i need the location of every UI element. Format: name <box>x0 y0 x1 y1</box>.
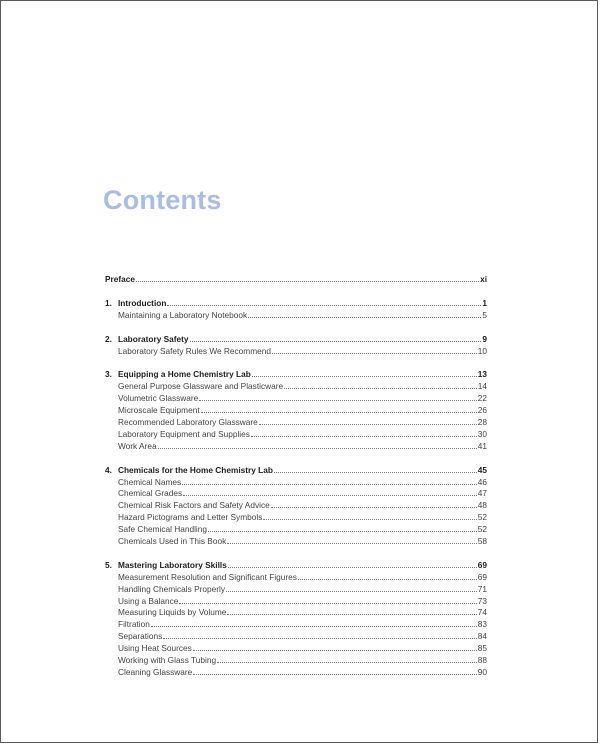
toc-entry-page: xi <box>480 274 487 284</box>
toc-chapter-entry[interactable] <box>105 297 487 309</box>
dot-leader <box>193 642 477 651</box>
dot-leader <box>182 476 477 485</box>
toc-section-page: 74 <box>477 607 487 618</box>
toc-chapter <box>105 333 487 357</box>
toc-chapter <box>105 368 487 451</box>
toc-chapter <box>105 559 487 678</box>
toc-section-title: Separations <box>118 631 163 642</box>
toc-section-page: 28 <box>477 417 487 428</box>
toc-section-page: 69 <box>477 571 487 582</box>
toc-section-title: Chemical Names <box>118 476 182 487</box>
dot-leader <box>284 380 477 389</box>
toc-section-page: 88 <box>477 655 487 666</box>
dot-leader <box>227 535 477 544</box>
page-title: Contents <box>103 185 222 215</box>
toc-section-page: 83 <box>477 619 487 630</box>
toc-section-title: Work Area <box>118 440 157 451</box>
toc-section-title: General Purpose Glassware and Plasticware <box>118 381 284 392</box>
toc-section-entry[interactable] <box>105 309 487 321</box>
dot-leader <box>163 630 476 639</box>
dot-leader <box>208 523 477 532</box>
toc-section-entry[interactable] <box>105 606 487 618</box>
toc-section-entry[interactable] <box>105 416 487 428</box>
toc-section-entry[interactable] <box>105 345 487 357</box>
dot-leader <box>226 583 477 592</box>
toc-chapter-title: Laboratory Safety <box>118 333 189 344</box>
toc-section-title: Chemicals Used in This Book <box>118 536 227 547</box>
toc-section-title: Volumetric Glassware <box>118 393 199 404</box>
toc-chapter-title: Chemicals for the Home Chemistry Lab <box>118 464 273 475</box>
toc-chapter <box>105 297 487 321</box>
toc-chapter-title: Mastering Laboratory Skills <box>118 559 227 570</box>
toc-chapter-page: 45 <box>477 464 487 475</box>
toc-chapter-entry[interactable] <box>105 464 487 476</box>
dot-leader <box>252 368 477 377</box>
toc-chapter <box>105 464 487 547</box>
toc-section-title: Safe Chemical Handling <box>118 524 208 535</box>
toc-chapter-number: 2. <box>105 333 112 344</box>
toc-section-title: Measurement Resolution and Significant Figures <box>118 571 297 582</box>
toc-section-page: 71 <box>477 583 487 594</box>
toc-section-page: 85 <box>477 643 487 654</box>
toc-section-page: 48 <box>477 500 487 511</box>
toc-section-entry[interactable] <box>105 535 487 547</box>
toc-section-entry[interactable] <box>105 654 487 666</box>
dot-leader <box>193 666 477 675</box>
toc-section-title: Laboratory Equipment and Supplies <box>118 428 250 439</box>
toc-chapter-page: 1 <box>482 297 487 308</box>
toc-chapter-title: Introduction <box>118 297 167 308</box>
dot-leader <box>158 440 477 449</box>
toc-section-entry[interactable] <box>105 440 487 452</box>
dot-leader <box>263 511 476 520</box>
toc-section-entry[interactable] <box>105 618 487 630</box>
toc-section-title: Hazard Pictograms and Letter Symbols <box>118 512 263 523</box>
toc-section-title: Using Heat Sources <box>118 643 192 654</box>
dot-leader <box>190 333 482 342</box>
dot-leader <box>227 606 476 615</box>
toc-section-title: Handling Chemicals Properly <box>118 583 225 594</box>
toc-chapter-title: Equipping a Home Chemistry Lab <box>118 369 251 380</box>
toc-section-entry[interactable] <box>105 630 487 642</box>
toc-section-title: Using a Balance <box>118 595 179 606</box>
toc-entry-preface[interactable] <box>105 273 487 285</box>
toc-chapter-number: 4. <box>105 464 112 475</box>
toc-section-entry[interactable] <box>105 571 487 583</box>
toc-chapters <box>105 297 487 678</box>
toc-section-title: Working with Glass Tubing <box>118 655 217 666</box>
toc-section-page: 41 <box>477 440 487 451</box>
dot-leader <box>248 309 481 318</box>
toc-section-entry[interactable] <box>105 380 487 392</box>
dot-leader <box>228 559 477 568</box>
toc-section-title: Filtration <box>118 619 150 630</box>
toc-section-entry[interactable] <box>105 642 487 654</box>
toc-section-title: Chemical Risk Factors and Safety Advice <box>118 500 270 511</box>
dot-leader <box>274 464 477 473</box>
toc-section-page: 90 <box>477 666 487 677</box>
toc-section-page: 84 <box>477 631 487 642</box>
toc-chapter-page: 9 <box>482 333 487 344</box>
toc-section-title: Microscale Equipment <box>118 405 200 416</box>
dot-leader <box>201 404 477 413</box>
dot-leader <box>179 595 476 604</box>
toc-section-entry[interactable] <box>105 511 487 523</box>
toc-section-page: 14 <box>477 381 487 392</box>
dot-leader <box>199 392 477 401</box>
toc-chapter-page: 13 <box>477 369 487 380</box>
table-of-contents <box>105 273 487 690</box>
dot-leader <box>136 273 479 282</box>
toc-chapter-entry[interactable] <box>105 368 487 380</box>
toc-entry-title: Preface <box>105 274 135 284</box>
dot-leader <box>217 654 477 663</box>
toc-section-page: 52 <box>477 512 487 523</box>
toc-chapter-page: 69 <box>477 559 487 570</box>
dot-leader <box>167 297 481 306</box>
toc-section-entry[interactable] <box>105 404 487 416</box>
dot-leader <box>251 428 477 437</box>
toc-section-page: 30 <box>477 428 487 439</box>
toc-section-page: 58 <box>477 536 487 547</box>
toc-chapter-entry[interactable] <box>105 559 487 571</box>
toc-section-title: Chemical Grades <box>118 488 183 499</box>
toc-section-entry[interactable] <box>105 666 487 678</box>
dot-leader <box>272 345 477 354</box>
toc-chapter-number: 1. <box>105 297 112 308</box>
toc-section-title: Measuring Liquids by Volume <box>118 607 227 618</box>
toc-section-page: 5 <box>482 309 487 320</box>
toc-chapter-number: 3. <box>105 369 112 380</box>
toc-section-title: Recommended Laboratory Glassware <box>118 417 258 428</box>
toc-section-page: 47 <box>477 488 487 499</box>
toc-section-entry[interactable] <box>105 499 487 511</box>
toc-section-title: Laboratory Safety Rules We Recommend <box>118 345 271 356</box>
toc-section-entry[interactable] <box>105 595 487 607</box>
toc-section-page: 73 <box>477 595 487 606</box>
toc-preface <box>105 273 487 285</box>
toc-section-page: 26 <box>477 405 487 416</box>
toc-section-title: Cleaning Glassware <box>118 666 193 677</box>
dot-leader <box>259 416 477 425</box>
dot-leader <box>151 618 477 627</box>
toc-section-page: 10 <box>477 345 487 356</box>
dot-leader <box>298 571 477 580</box>
toc-section-entry[interactable] <box>105 476 487 488</box>
toc-section-entry[interactable] <box>105 428 487 440</box>
toc-section-entry[interactable] <box>105 487 487 499</box>
toc-section-page: 52 <box>477 524 487 535</box>
toc-section-page: 46 <box>477 476 487 487</box>
dot-leader <box>271 499 477 508</box>
toc-chapter-number: 5. <box>105 559 112 570</box>
dot-leader <box>183 487 477 496</box>
toc-chapter-entry[interactable] <box>105 333 487 345</box>
toc-section-entry[interactable] <box>105 583 487 595</box>
toc-section-entry[interactable] <box>105 392 487 404</box>
toc-section-page: 22 <box>477 393 487 404</box>
toc-section-entry[interactable] <box>105 523 487 535</box>
toc-section-title: Maintaining a Laboratory Notebook <box>118 309 248 320</box>
